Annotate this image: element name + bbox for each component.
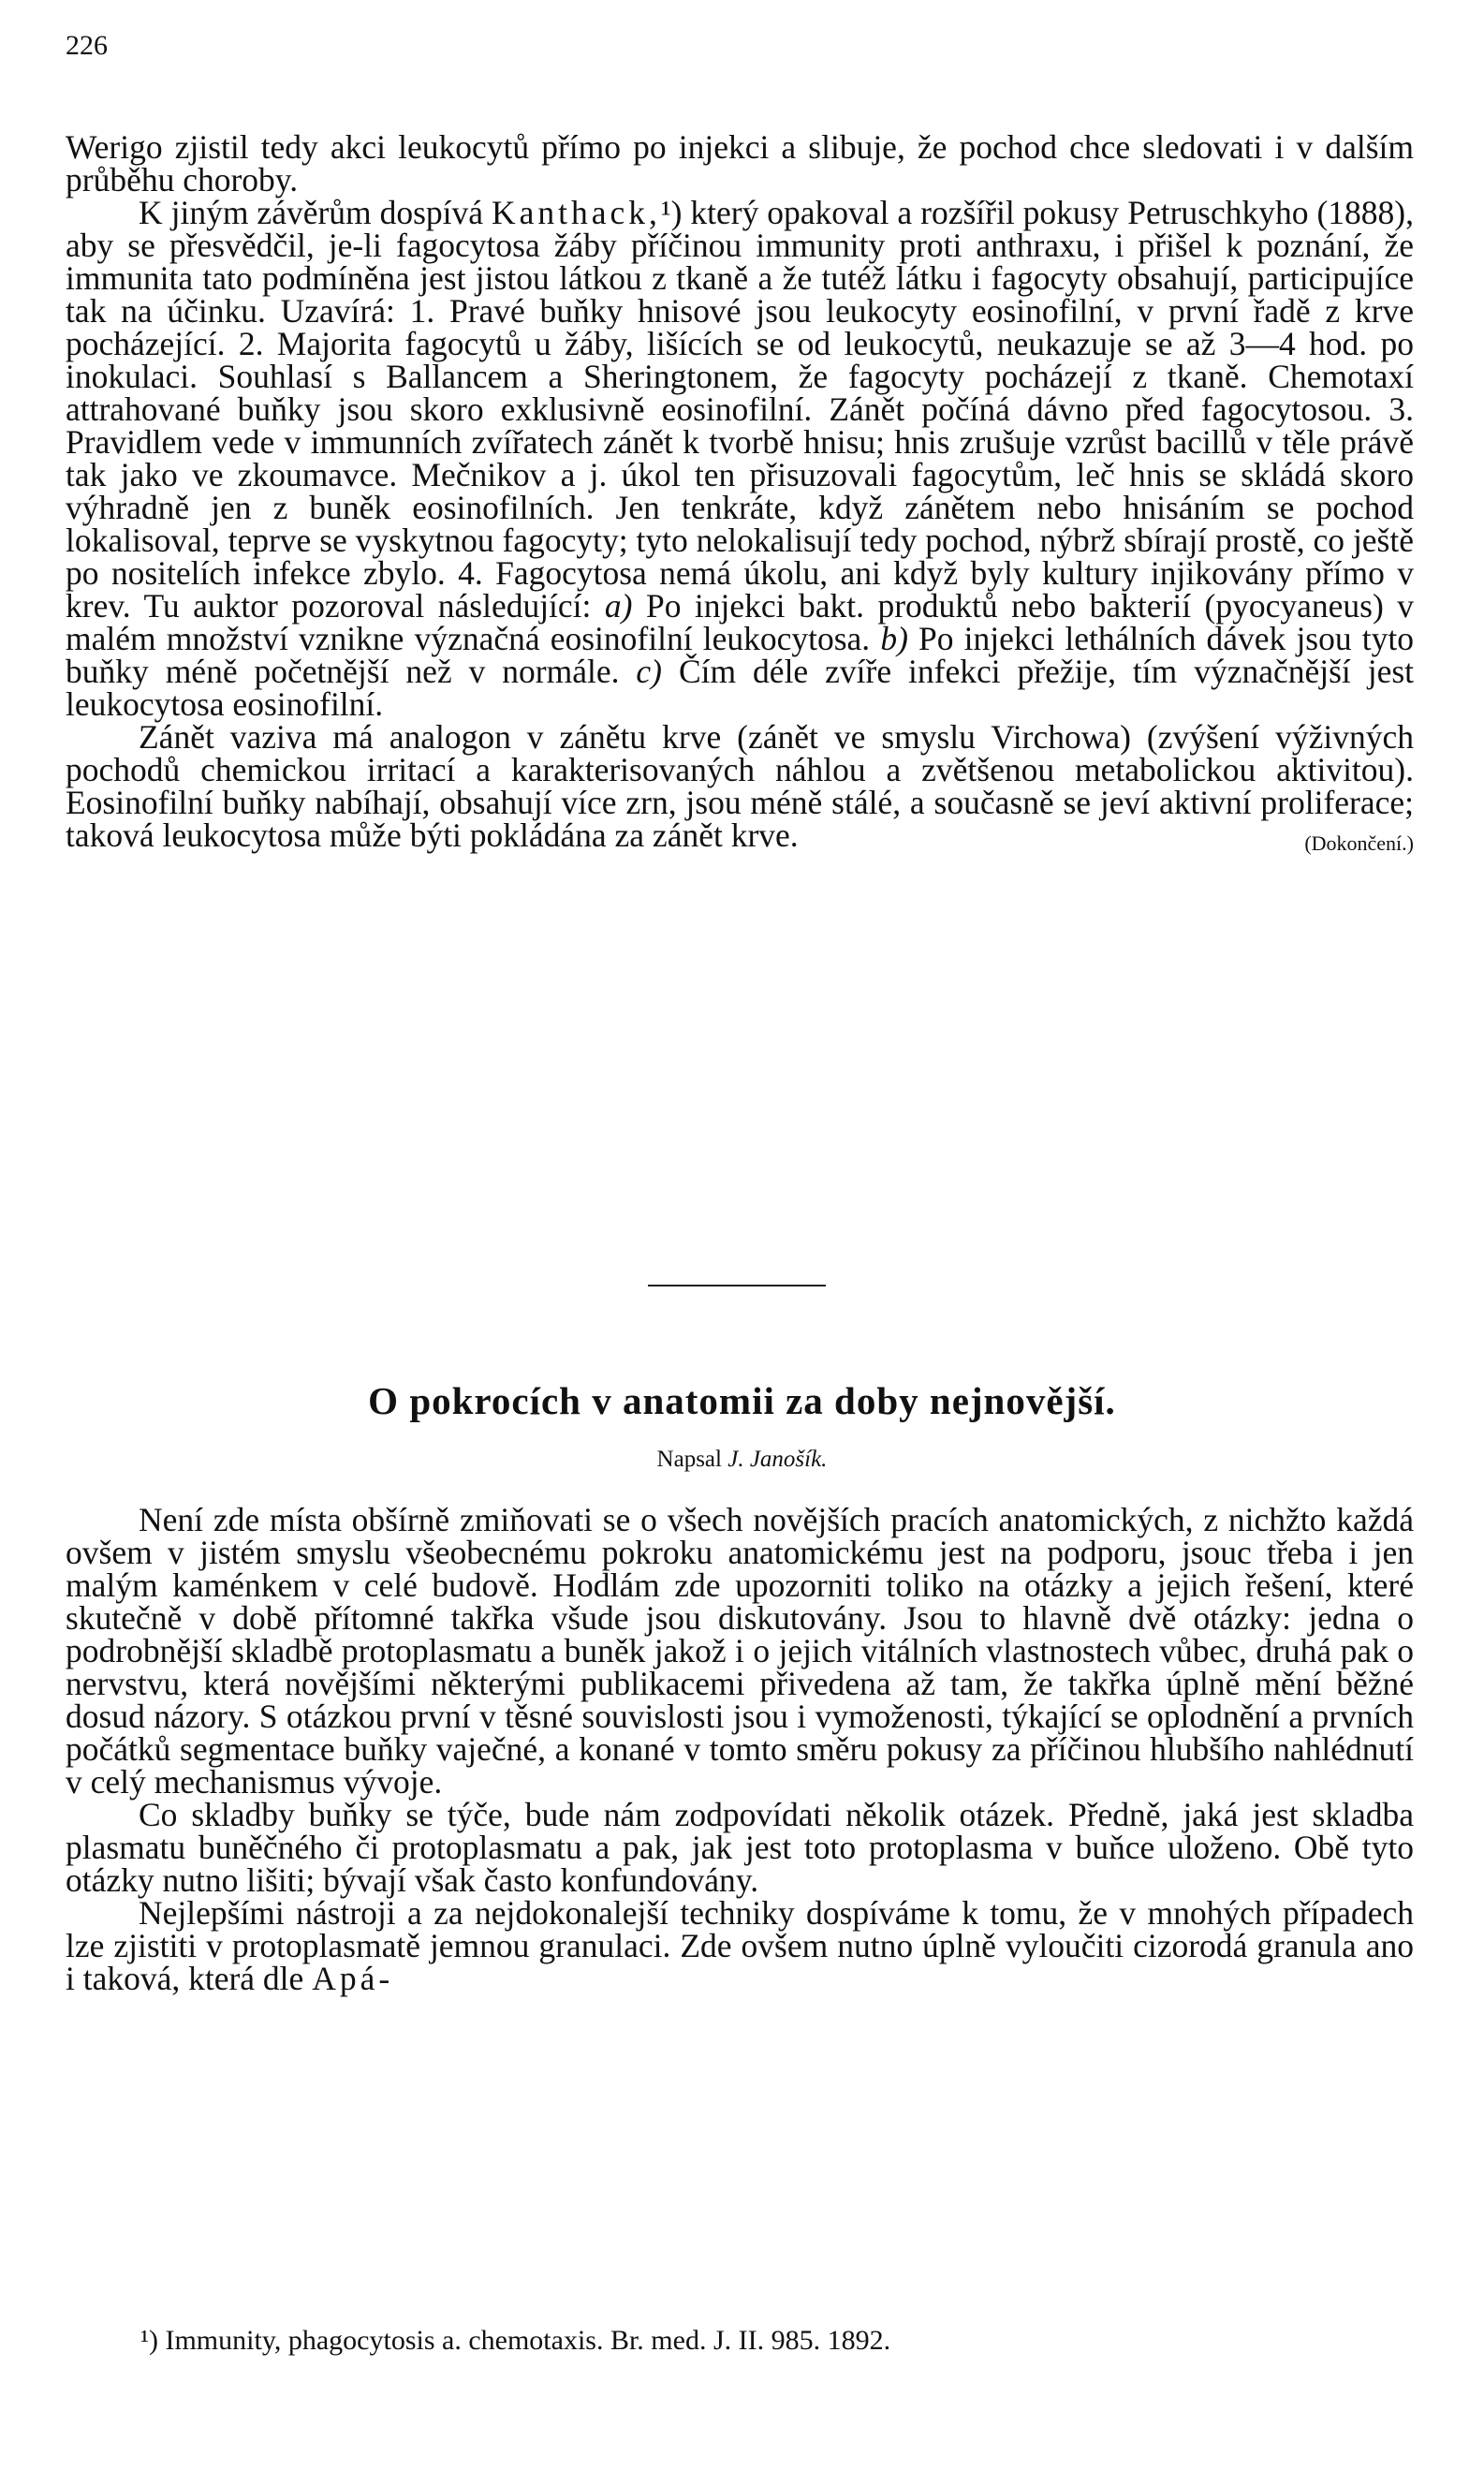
paragraph: Není zde místa obšírně zmiňovati se o všech novějších pracích anatomických, z nichžto každá ovšem v jistém smyslu všeobecnému pokroku anatomickému jest na podporu, jsouc třeba i jen malým kaménkem v celé budově. Hodlám zde upozorniti toliko na otázky a jejich řešení, které skutečně v době přítomné takřka všude jsou diskutovány. Jsou to hlavně dvě otázky: jedna o podrobnější skladbě protoplasmatu a buněk jakož i o jejich vitálních vlastnostech vůbec, druhá pak o nervstvu, která novějšími některými publikacemi přivedena až tam, že takřka úplně mění běžné dosud názory. S otázkou první v těsné souvislosti jsou i vymoženosti, týkající se oplodnění a prvních počátků segmentace buňky vaječné, a konané v tomto směru pokusy za příčinou hlubšího nahlédnutí v celý mechanismus vývoje.	[66, 1501, 1414, 1801]
section-continuation	[66, 128, 1415, 860]
text-run: K jiným závěrům dospívá	[139, 194, 492, 231]
text-run: Po injekci bakt. produktů nebo bakterií (pyocyaneus) v malém množství vznikne význačná eosinofilní leukocytosa.	[66, 587, 1414, 657]
paragraph	[66, 1894, 1414, 1997]
article-body	[66, 1501, 1414, 1997]
author-name: J. Janošík.	[727, 1447, 828, 1472]
byline	[0, 1447, 1484, 1473]
text-run: Čím déle zvíře infekci přežije, tím význačnější jest leukocytosa eosinofilní.	[66, 653, 1415, 723]
page-number: 226	[66, 30, 108, 61]
paragraph: Co skladby buňky se týče, bude nám zodpovídati několik otázek. Předně, jaká jest skladba plasmatu buněčného či protoplasmatu a pak, jak jest toto protoplasma v buňce uloženo. Obě tyto otázky nutno lišiti; bývají však často konfundovány.	[66, 1796, 1414, 1899]
footnote-text: Immunity, phagocytosis a. chemotaxis. Br. med. J. II. 985. 1892.	[157, 2325, 891, 2356]
text-run: který opakoval a rozšířil pokusy Petruschkyho (1888), aby se přesvědčil, je-li fagocytosa žáby příčinou immunity proti anthraxu, i přišel k poznání, že immunita tato podmíněna jest jistou látkou z tkaně a že tutéž látku i fagocyty obsahují, participujíce tak na účinku. Uzavírá: 1. Pravé buňky hnisové jsou leukocyty eosinofilní, v první řadě z krve pocházející. 2. Majorita fagocytů u žáby, lišících se od leukocytů, neukazuje se až 3—4 hod. po inokulaci. Souhlasí s Ballancem a Sheringtonem, že fagocyty pocházejí z tkaně. Chemotaxí attrahované buňky jsou skoro exklusivně eosinofilní. Zánět počíná dávno před fagocytosou. 3. Pravidlem vede v immunních zvířatech zánět k tvorbě hnisu; hnis zrušuje vzrůst bacillů v těle právě tak jako ve zkoumavce. Mečnikov a j. úkol ten přisuzovali fagocytům, leč hnis se skládá skoro výhradně jen z buněk eosinofilních. Jen tenkráte, když zánětem nebo hnisáním se pochod lokalisoval, teprve se vyskytnou fagocyty; tyto nelokalisují tedy pochod, nýbrž sbírají prostě, co ještě po nositelích infekce zbylo. 4. Fagocytosa nemá úkolu, ani když byly kultury injikovány přímo v krev. Tu auktor pozoroval následující:	[66, 194, 1414, 625]
author-name-spaced: Apá-	[312, 1960, 394, 1997]
list-marker: a)	[604, 587, 633, 625]
text-run: Po injekci lethálních dávek jsou tyto buňky méně početnější než v normále.	[66, 620, 1414, 690]
author-name-spaced: Kanthack,	[492, 194, 661, 231]
footnote-reference: ¹)	[660, 194, 683, 231]
text-run: Zánět vaziva má analogon v zánětu krve (zánět ve smyslu Virchowa) (zvýšení výživných pochodů chemickou irritací a karakterisovaných náhlou a zvětšenou metabolickou aktivitou). Eosinofilní buňky nabíhají, obsahují více zrn, jsou méně stálé, a současně se jeví aktivní proliferace; taková leukocytosa může býti pokládána za zánět krve.	[66, 718, 1414, 854]
continuation-note: (Dokončení.)	[1304, 831, 1414, 855]
text-run: Nejlepšími nástroji a za nejdokonalejší techniky dospíváme k tomu, že v mnohých případech lze zjistiti v protoplasmatě jemnou granulaci. Zde ovšem nutno úplně vyloučiti cizorodá granula ano i taková, která dle	[66, 1894, 1414, 1997]
paragraph	[66, 718, 1414, 855]
list-marker: c)	[636, 653, 663, 690]
list-marker: b)	[880, 620, 908, 657]
byline-prefix: Napsal	[656, 1447, 722, 1472]
article-title: O pokrocích v anatomii za doby nejnovější.	[368, 1379, 1116, 1422]
footnote	[140, 2325, 890, 2357]
footnote-marker: ¹)	[140, 2325, 158, 2356]
paragraph	[66, 194, 1415, 723]
paragraph: Werigo zjistil tedy akci leukocytů přímo po injekci a slibuje, že pochod chce sledovati i v dalším průběhu choroby.	[66, 128, 1414, 198]
section-divider	[648, 1285, 826, 1286]
